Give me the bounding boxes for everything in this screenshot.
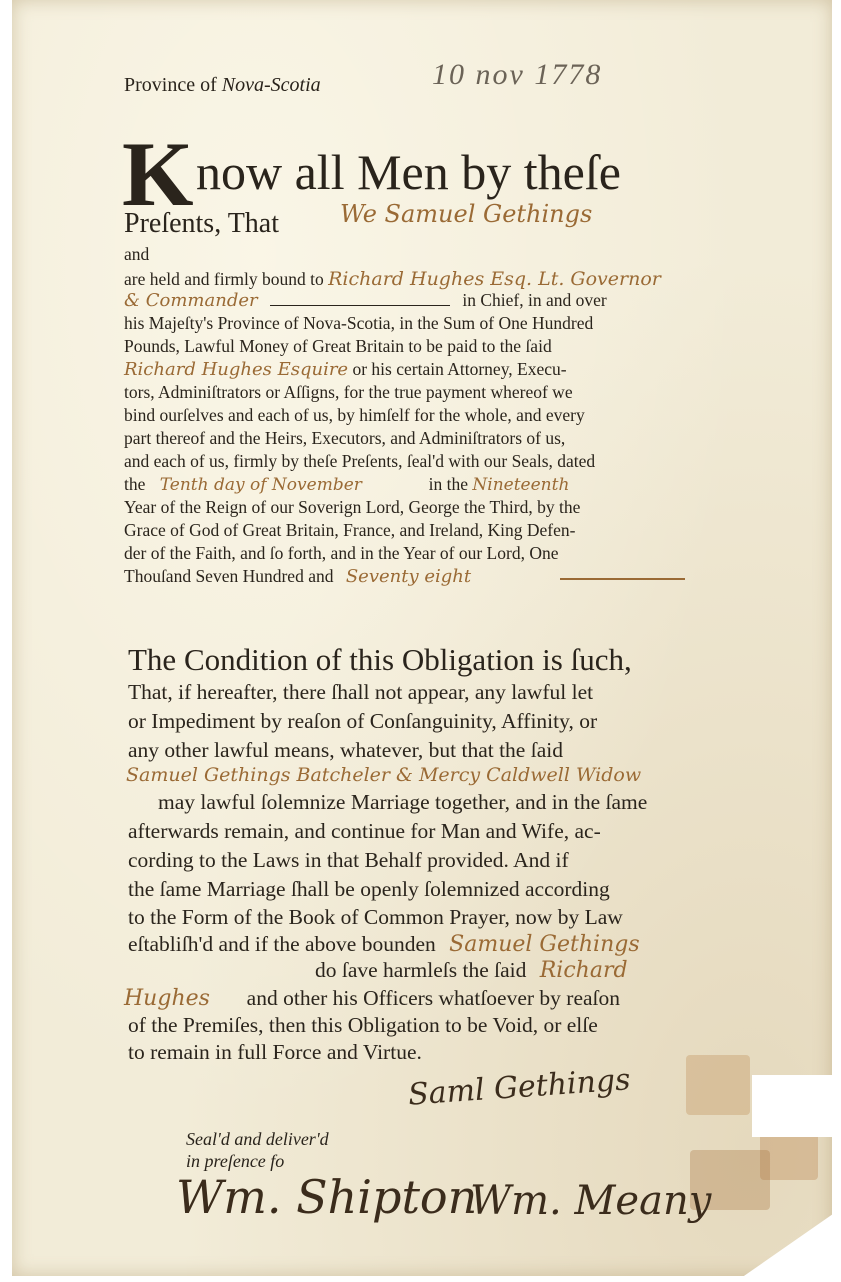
bond-line: Thouſand Seven Hundred and Seventy eight <box>124 566 472 587</box>
bond-line: Year of the Reign of our Soverign Lord, George the Third, by the <box>124 497 581 517</box>
signature-witness-2: Wm. Meany <box>470 1178 712 1224</box>
presents-line: Preſents, That <box>124 208 280 239</box>
condition-line: may lawful ſolemnize Marriage together, and in the ſame <box>158 790 648 814</box>
handwritten-year: Seventy eight <box>345 566 472 587</box>
handwritten-bounden: Samuel Gethings <box>449 932 640 957</box>
handwritten-couple: Samuel Gethings Batcheler & Mercy Caldwell Widow <box>126 764 642 786</box>
pen-flourish <box>560 578 685 580</box>
handwritten-obligee: Richard Hughes Esq. Lt. Governor <box>328 268 661 290</box>
province-heading <box>124 74 321 97</box>
condition-line: of the Premiſes, then this Obligation to be Void, or elſe <box>128 1013 598 1037</box>
bond-line: the Tenth day of November in the Nineteenth <box>124 474 570 495</box>
bond-line: part thereof and the Heirs, Executors, and Adminiſtrators of us, <box>124 428 566 448</box>
handwritten-day: Tenth day of November <box>159 475 362 495</box>
condition-line: do ſave harmleſs the ſaid Richard <box>315 958 628 983</box>
bond-line: and <box>124 244 150 264</box>
condition-line: to the Form of the Book of Common Prayer, now by Law <box>128 905 623 929</box>
condition-line: afterwards remain, and continue for Man and Wife, ac- <box>128 819 601 843</box>
condition-line: That, if hereafter, there ſhall not appear, any lawful let <box>128 680 594 704</box>
handwritten-title: & Commander <box>124 290 258 311</box>
bond-line: der of the Faith, and ſo forth, and in the Year of our Lord, One <box>124 543 559 563</box>
handwritten-obligee-name: Richard Hughes Esquire <box>124 359 349 380</box>
condition-line: Hughes and other his Officers whatſoever by reaſon <box>124 986 621 1011</box>
condition-line: any other lawful means, whatever, but that the ſaid <box>128 738 563 762</box>
condition-line: cording to the Laws in that Behalf provided. And if <box>128 848 569 872</box>
handwritten-date: 10 nov 1778 <box>432 58 603 91</box>
handwritten-regnal-year: Nineteenth <box>472 475 570 495</box>
handwritten-richard: Richard <box>539 958 628 983</box>
signature-principal: Saml Gethings <box>407 1062 632 1113</box>
province-label: Province of <box>124 74 217 96</box>
handwritten-hughes: Hughes <box>124 986 210 1011</box>
bond-line: Richard Hughes Esquire or his certain Attorney, Execu- <box>124 359 567 380</box>
condition-line: or Impediment by reaſon of Conſanguinity, Affinity, or <box>128 709 598 733</box>
bond-line: Pounds, Lawful Money of Great Britain to be paid to the ſaid <box>124 336 552 356</box>
condition-line: the ſame Marriage ſhall be openly ſolemnized according <box>128 877 610 901</box>
bond-line: and each of us, firmly by theſe Preſents, ſeal'd with our Seals, dated <box>124 451 596 471</box>
bond-line: bind ourſelves and each of us, by himſelf for the whole, and every <box>124 405 585 425</box>
handwritten-bondsman: We Samuel Gethings <box>340 200 593 228</box>
bond-line: tors, Adminiſtrators or Aſſigns, for the true payment whereof we <box>124 382 573 402</box>
bond-line: are held and firmly bound to Richard Hughes Esq. Lt. Governor <box>124 268 661 290</box>
bond-line: Grace of God of Great Britain, France, and Ireland, King Defen- <box>124 520 576 540</box>
bond-line: & Commander in Chief, in and over <box>124 290 607 311</box>
decorative-initial: K <box>122 123 194 225</box>
condition-line: eſtabliſh'd and if the above bounden Samuel Gethings <box>128 932 640 957</box>
witness-label: Seal'd and deliver'd in preſence fo <box>186 1129 329 1171</box>
fill-line <box>270 305 450 306</box>
paper-stain <box>686 1055 750 1115</box>
province-name: Nova-Scotia <box>221 74 321 96</box>
document-headline: now all Men by theſe <box>196 144 621 200</box>
signature-witness-1: Wm. Shipton <box>176 1170 478 1224</box>
torn-edge <box>752 1075 841 1137</box>
condition-line: to remain in full Force and Virtue. <box>128 1040 422 1064</box>
condition-heading: The Condition of this Obligation is ſuch, <box>128 642 632 677</box>
bond-line: his Majeſty's Province of Nova-Scotia, in the Sum of One Hundred <box>124 313 594 333</box>
